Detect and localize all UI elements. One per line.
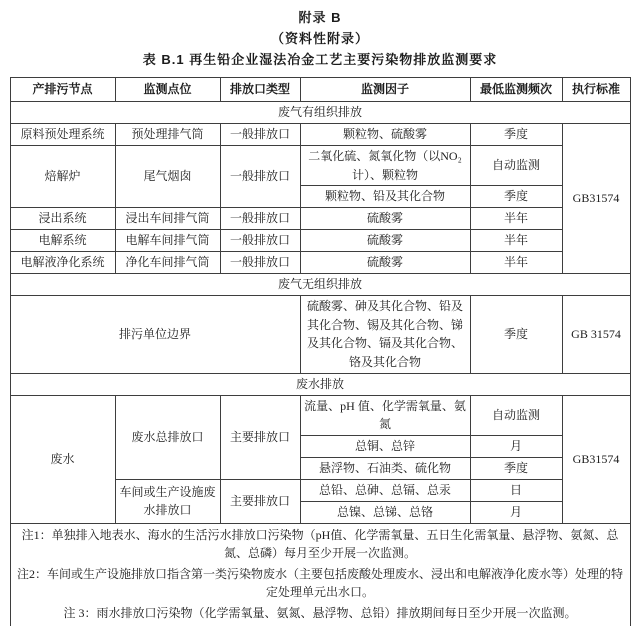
col-header-node: 产排污节点 xyxy=(10,78,115,102)
cell-pretreatment-factor: 颗粒物、硫酸雾 xyxy=(300,124,470,146)
cell-wastewater-node: 废水 xyxy=(10,395,115,523)
cell-purification-factor: 硫酸雾 xyxy=(300,252,470,274)
cell-boundary-frequency: 季度 xyxy=(470,296,562,373)
cell-pretreatment-outlet-type: 一般排放口 xyxy=(220,124,300,146)
table-caption: 表 B.1 再生铅企业湿法冶金工艺主要污染物排放监测要求 xyxy=(142,52,498,67)
cell-total-outlet-point: 废水总排放口 xyxy=(115,395,220,479)
cell-roasting-outlet-type: 一般排放口 xyxy=(220,146,300,208)
note-2: 注2：车间或生产设施排放口指含第一类污染物废水（主要包括废酸处理废水、浸出和电解液净化废水等）处理的特定处理单元出水口。 xyxy=(16,566,623,599)
row-electrolysis xyxy=(10,230,630,252)
section-label-gas-organized: 废气有组织排放 xyxy=(10,102,630,124)
cell-electrolysis-outlet-type: 一般排放口 xyxy=(220,230,300,252)
appendix-title: 附录 B xyxy=(298,10,342,25)
cell-electrolysis-node: 电解系统 xyxy=(10,230,115,252)
cell-workshop-daily-frequency: 日 xyxy=(470,479,562,501)
cell-workshop-outlet-type: 主要排放口 xyxy=(220,479,300,523)
cell-electrolysis-factor: 硫酸雾 xyxy=(300,230,470,252)
row-roasting-auto xyxy=(10,146,630,186)
cell-workshop-outlet-point: 车间或生产设施废水排放口 xyxy=(115,479,220,523)
cell-workshop-daily-factor: 总铅、总砷、总镉、总汞 xyxy=(300,479,470,501)
cell-roasting-node: 焙解炉 xyxy=(10,146,115,208)
cell-pretreatment-frequency: 季度 xyxy=(470,124,562,146)
col-header-frequency: 最低监测频次 xyxy=(470,78,562,102)
col-header-factor: 监测因子 xyxy=(300,78,470,102)
section-row-gas-fugitive xyxy=(10,274,630,296)
cell-electrolysis-frequency: 半年 xyxy=(470,230,562,252)
section-label-gas-fugitive: 废气无组织排放 xyxy=(10,274,630,296)
cell-leaching-node: 浸出系统 xyxy=(10,208,115,230)
cell-purification-frequency: 半年 xyxy=(470,252,562,274)
cell-roasting-quarterly-factor: 颗粒物、铅及其化合物 xyxy=(300,186,470,208)
row-wastewater-total-auto xyxy=(10,395,630,435)
cell-pretreatment-node: 原料预处理系统 xyxy=(10,124,115,146)
cell-workshop-monthly-factor: 总镍、总锑、总铬 xyxy=(300,501,470,523)
cell-total-auto-frequency: 自动监测 xyxy=(470,395,562,435)
cell-total-outlet-type: 主要排放口 xyxy=(220,395,300,479)
cell-roasting-quarterly-frequency: 季度 xyxy=(470,186,562,208)
cell-boundary-standard: GB 31574 xyxy=(562,296,630,373)
cell-boundary-factor: 硫酸雾、砷及其化合物、铅及其化合物、锡及其化合物、锑及其化合物、镉及其化合物、铬及其化合物 xyxy=(300,296,470,373)
cell-leaching-outlet-type: 一般排放口 xyxy=(220,208,300,230)
cell-total-auto-factor: 流量、pH 值、化学需氧量、氨氮 xyxy=(300,395,470,435)
section-row-gas-organized xyxy=(10,102,630,124)
section-row-wastewater xyxy=(10,373,630,395)
row-pretreatment xyxy=(10,124,630,146)
cell-leaching-point: 浸出车间排气筒 xyxy=(115,208,220,230)
cell-roasting-auto-frequency: 自动监测 xyxy=(470,146,562,186)
cell-purification-point: 净化车间排气筒 xyxy=(115,252,220,274)
cell-pretreatment-point: 预处理排气筒 xyxy=(115,124,220,146)
appendix-subtitle: （资料性附录） xyxy=(270,31,369,46)
col-header-point: 监测点位 xyxy=(115,78,220,102)
cell-leaching-frequency: 半年 xyxy=(470,208,562,230)
cell-total-quarterly-frequency: 季度 xyxy=(470,457,562,479)
row-leaching xyxy=(10,208,630,230)
cell-wastewater-standard: GB31574 xyxy=(562,395,630,523)
cell-total-quarterly-factor: 悬浮物、石油类、硫化物 xyxy=(300,457,470,479)
row-purification xyxy=(10,252,630,274)
note-3: 注 3：雨水排放口污染物（化学需氧量、氨氮、悬浮物、总铅）排放期间每日至少开展一次监测。 xyxy=(63,605,577,620)
cell-electrolysis-point: 电解车间排气筒 xyxy=(115,230,220,252)
section-label-wastewater: 废水排放 xyxy=(10,373,630,395)
cell-total-monthly-factor: 总铜、总锌 xyxy=(300,435,470,457)
cell-total-monthly-frequency: 月 xyxy=(470,435,562,457)
notes-row xyxy=(10,523,630,626)
cell-leaching-factor: 硫酸雾 xyxy=(300,208,470,230)
notes-cell xyxy=(10,523,630,626)
row-boundary xyxy=(10,296,630,373)
cell-boundary-node: 排污单位边界 xyxy=(10,296,300,373)
cell-purification-node: 电解液净化系统 xyxy=(10,252,115,274)
col-header-outlet-type: 排放口类型 xyxy=(220,78,300,102)
cell-roasting-point: 尾气烟囱 xyxy=(115,146,220,208)
cell-workshop-monthly-frequency: 月 xyxy=(470,501,562,523)
cell-purification-outlet-type: 一般排放口 xyxy=(220,252,300,274)
monitoring-requirements-table xyxy=(10,77,631,626)
document-header xyxy=(0,0,640,70)
note-1: 注1：单独排入地表水、海水的生活污水排放口污染物（pH值、化学需氧量、五日生化需氧量、悬浮物、氨氮、总氮、总磷）每月至少开展一次监测。 xyxy=(21,527,619,560)
col-header-standard: 执行标准 xyxy=(562,78,630,102)
cell-roasting-auto-factor: 二氧化硫、氮氧化物（以NO₂计）、颗粒物 xyxy=(300,146,470,186)
table-header-row xyxy=(10,78,630,102)
cell-gas-organized-standard: GB31574 xyxy=(562,124,630,274)
